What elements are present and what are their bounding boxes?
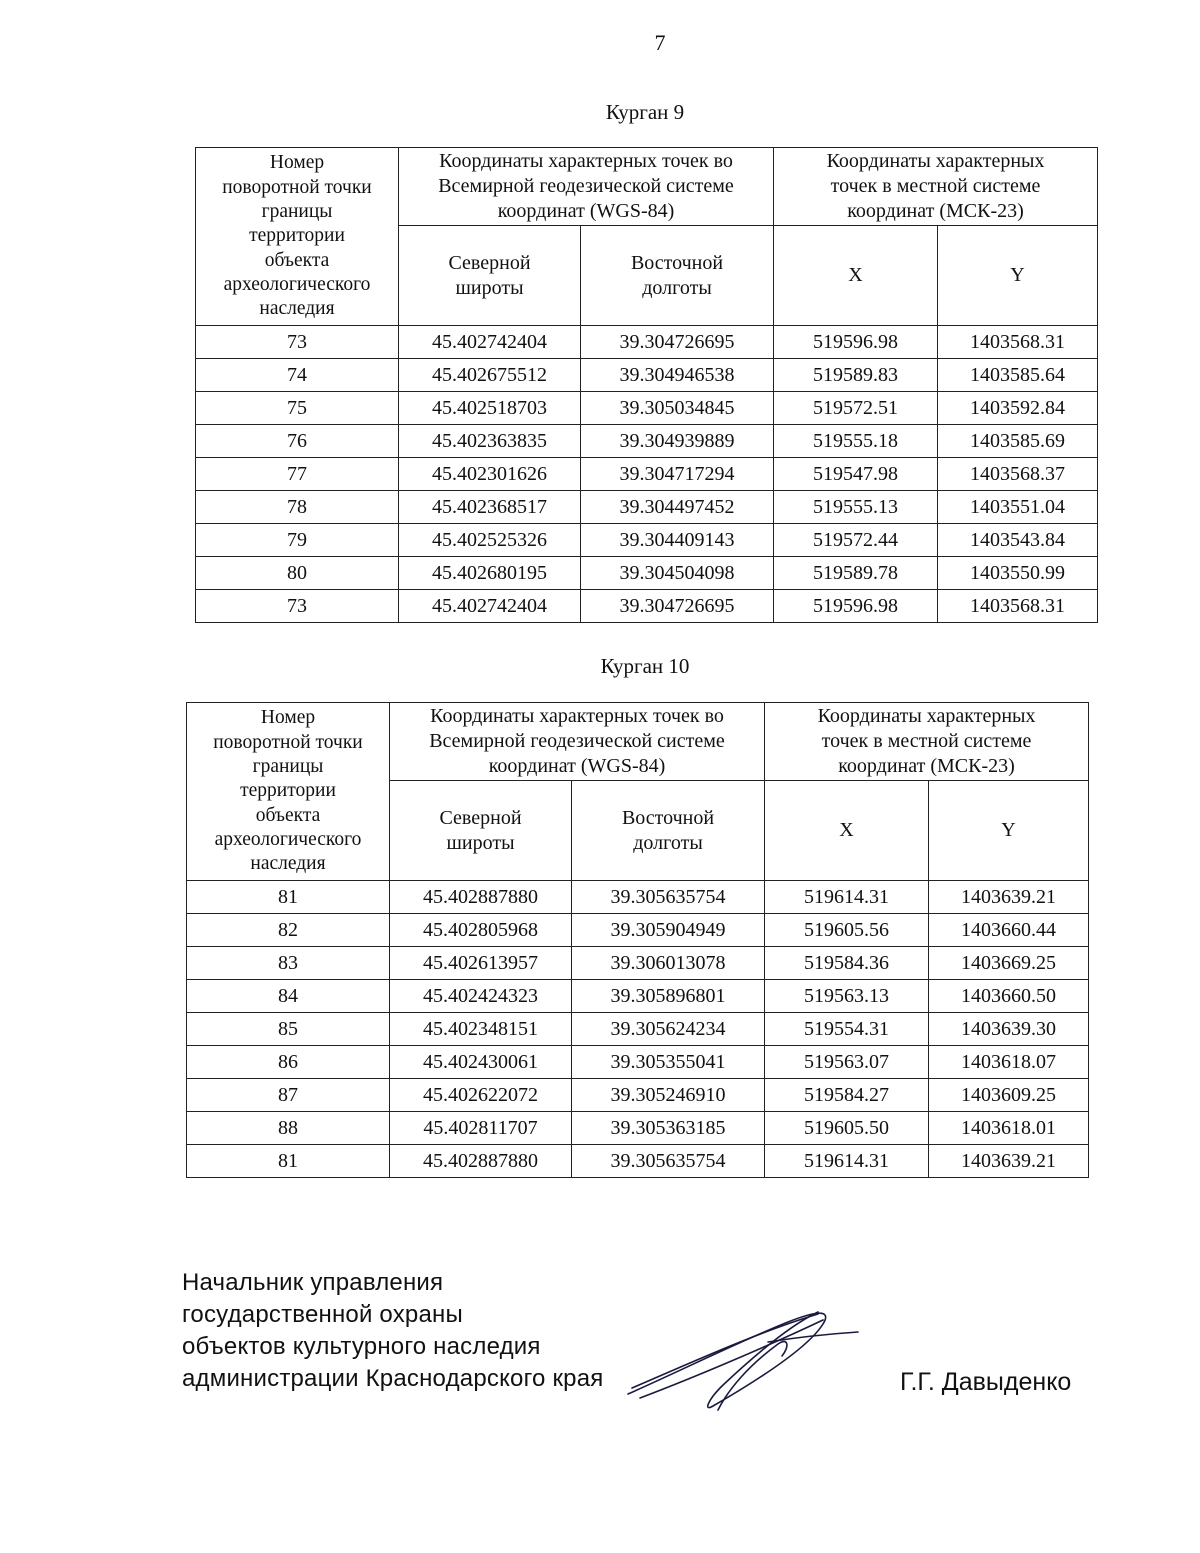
header-east-longitude: Восточной долготы	[581, 226, 774, 326]
north-latitude-cell: 45.402675512	[399, 359, 581, 392]
x-cell: 519572.51	[774, 392, 938, 425]
x-cell: 519614.31	[765, 881, 929, 914]
east-longitude-cell: 39.305363185	[572, 1112, 765, 1145]
y-cell: 1403639.21	[929, 881, 1089, 914]
y-cell: 1403609.25	[929, 1079, 1089, 1112]
table-row	[187, 1013, 1089, 1046]
y-cell: 1403568.31	[938, 326, 1098, 359]
north-latitude-cell: 45.402424323	[390, 980, 572, 1013]
y-cell: 1403639.21	[929, 1145, 1089, 1178]
header-x: X	[774, 226, 938, 326]
y-cell: 1403568.31	[938, 590, 1098, 623]
y-cell: 1403660.50	[929, 980, 1089, 1013]
east-longitude-cell: 39.304409143	[581, 524, 774, 557]
point-number-cell: 81	[187, 881, 390, 914]
east-longitude-cell: 39.305624234	[572, 1013, 765, 1046]
page-number: 7	[654, 30, 666, 55]
table-row	[196, 425, 1098, 458]
x-cell: 519605.50	[765, 1112, 929, 1145]
north-latitude-cell: 45.402622072	[390, 1079, 572, 1112]
north-latitude-cell: 45.402368517	[399, 491, 581, 524]
x-cell: 519605.56	[765, 914, 929, 947]
table-row	[187, 881, 1089, 914]
x-cell: 519563.13	[765, 980, 929, 1013]
x-cell: 519555.13	[774, 491, 938, 524]
x-cell: 519589.78	[774, 557, 938, 590]
header-point-number: Номер поворотной точки границы территории объекта археологического наследия	[187, 703, 390, 881]
north-latitude-cell: 45.402742404	[399, 326, 581, 359]
point-number-cell: 84	[187, 980, 390, 1013]
header-x: X	[765, 781, 929, 881]
table-caption-kurgan-9: Курган 9	[605, 100, 685, 124]
x-cell: 519584.36	[765, 947, 929, 980]
table-row	[187, 914, 1089, 947]
east-longitude-cell: 39.305246910	[572, 1079, 765, 1112]
x-cell: 519614.31	[765, 1145, 929, 1178]
header-wgs84-group: Координаты характерных точек во Всемирной геодезической системе координат (WGS-84)	[390, 703, 765, 781]
east-longitude-cell: 39.304939889	[581, 425, 774, 458]
north-latitude-cell: 45.402363835	[399, 425, 581, 458]
y-cell: 1403669.25	[929, 947, 1089, 980]
table-row	[187, 1079, 1089, 1112]
table-row	[196, 359, 1098, 392]
point-number-cell: 85	[187, 1013, 390, 1046]
point-number-cell: 79	[196, 524, 399, 557]
y-cell: 1403618.07	[929, 1046, 1089, 1079]
y-cell: 1403660.44	[929, 914, 1089, 947]
north-latitude-cell: 45.402301626	[399, 458, 581, 491]
signatory-title	[182, 1267, 603, 1395]
x-cell: 519555.18	[774, 425, 938, 458]
header-y: Y	[929, 781, 1089, 881]
handwritten-signature	[618, 1302, 868, 1422]
east-longitude-cell: 39.305355041	[572, 1046, 765, 1079]
table-row	[196, 392, 1098, 425]
header-point-number: Номер поворотной точки границы территории объекта археологического наследия	[196, 148, 399, 326]
north-latitude-cell: 45.402430061	[390, 1046, 572, 1079]
x-cell: 519596.98	[774, 326, 938, 359]
signatory-title-line: Начальник управления	[182, 1269, 444, 1296]
header-east-longitude: Восточной долготы	[572, 781, 765, 881]
east-longitude-cell: 39.304717294	[581, 458, 774, 491]
header-north-latitude: Северной широты	[399, 226, 581, 326]
east-longitude-cell: 39.305904949	[572, 914, 765, 947]
table-row	[187, 1145, 1089, 1178]
point-number-cell: 76	[196, 425, 399, 458]
point-number-cell: 81	[187, 1145, 390, 1178]
north-latitude-cell: 45.402887880	[390, 1145, 572, 1178]
header-north-latitude: Северной широты	[390, 781, 572, 881]
north-latitude-cell: 45.402742404	[399, 590, 581, 623]
x-cell: 519554.31	[765, 1013, 929, 1046]
table-row	[196, 524, 1098, 557]
x-cell: 519596.98	[774, 590, 938, 623]
point-number-cell: 77	[196, 458, 399, 491]
signatory-title-line: администрации Краснодарского края	[182, 1364, 604, 1392]
y-cell: 1403568.37	[938, 458, 1098, 491]
x-cell: 519584.27	[765, 1079, 929, 1112]
east-longitude-cell: 39.304504098	[581, 557, 774, 590]
y-cell: 1403639.30	[929, 1013, 1089, 1046]
point-number-cell: 88	[187, 1112, 390, 1145]
east-longitude-cell: 39.304726695	[581, 590, 774, 623]
north-latitude-cell: 45.402805968	[390, 914, 572, 947]
x-cell: 519572.44	[774, 524, 938, 557]
point-number-cell: 86	[187, 1046, 390, 1079]
coordinates-table-kurgan-10	[186, 702, 1089, 1178]
table-body	[196, 326, 1098, 623]
y-cell: 1403551.04	[938, 491, 1098, 524]
east-longitude-cell: 39.305635754	[572, 1145, 765, 1178]
table-row	[187, 947, 1089, 980]
y-cell: 1403585.69	[938, 425, 1098, 458]
point-number-cell: 80	[196, 557, 399, 590]
north-latitude-cell: 45.402887880	[390, 881, 572, 914]
y-cell: 1403550.99	[938, 557, 1098, 590]
table-row	[187, 1046, 1089, 1079]
east-longitude-cell: 39.305635754	[572, 881, 765, 914]
y-cell: 1403592.84	[938, 392, 1098, 425]
north-latitude-cell: 45.402525326	[399, 524, 581, 557]
header-y: Y	[938, 226, 1098, 326]
point-number-cell: 82	[187, 914, 390, 947]
point-number-cell: 73	[196, 326, 399, 359]
x-cell: 519563.07	[765, 1046, 929, 1079]
y-cell: 1403585.64	[938, 359, 1098, 392]
table-caption-kurgan-10: Курган 10	[600, 654, 690, 678]
x-cell: 519589.83	[774, 359, 938, 392]
north-latitude-cell: 45.402811707	[390, 1112, 572, 1145]
y-cell: 1403618.01	[929, 1112, 1089, 1145]
east-longitude-cell: 39.305034845	[581, 392, 774, 425]
east-longitude-cell: 39.306013078	[572, 947, 765, 980]
header-msk23-group: Координаты характерных точек в местной системе координат (МСК-23)	[765, 703, 1089, 781]
table-row	[196, 590, 1098, 623]
coordinates-table-kurgan-9	[195, 147, 1098, 623]
north-latitude-cell: 45.402348151	[390, 1013, 572, 1046]
east-longitude-cell: 39.304497452	[581, 491, 774, 524]
north-latitude-cell: 45.402680195	[399, 557, 581, 590]
east-longitude-cell: 39.304726695	[581, 326, 774, 359]
table-row	[187, 1112, 1089, 1145]
point-number-cell: 83	[187, 947, 390, 980]
x-cell: 519547.98	[774, 458, 938, 491]
table-row	[196, 557, 1098, 590]
point-number-cell: 73	[196, 590, 399, 623]
north-latitude-cell: 45.402613957	[390, 947, 572, 980]
point-number-cell: 75	[196, 392, 399, 425]
y-cell: 1403543.84	[938, 524, 1098, 557]
table-row	[187, 980, 1089, 1013]
table-row	[196, 491, 1098, 524]
signatory-title-line: государственной охраны	[182, 1300, 463, 1328]
header-msk23-group: Координаты характерных точек в местной системе координат (МСК-23)	[774, 148, 1098, 226]
table-row	[196, 326, 1098, 359]
table-row	[196, 458, 1098, 491]
point-number-cell: 78	[196, 491, 399, 524]
east-longitude-cell: 39.304946538	[581, 359, 774, 392]
header-wgs84-group: Координаты характерных точек во Всемирной геодезической системе координат (WGS-84)	[399, 148, 774, 226]
point-number-cell: 87	[187, 1079, 390, 1112]
signatory-name: Г.Г. Давыденко	[900, 1368, 1072, 1396]
signatory-title-line: объектов культурного наследия	[182, 1332, 541, 1360]
north-latitude-cell: 45.402518703	[399, 392, 581, 425]
point-number-cell: 74	[196, 359, 399, 392]
east-longitude-cell: 39.305896801	[572, 980, 765, 1013]
table-body	[187, 881, 1089, 1178]
